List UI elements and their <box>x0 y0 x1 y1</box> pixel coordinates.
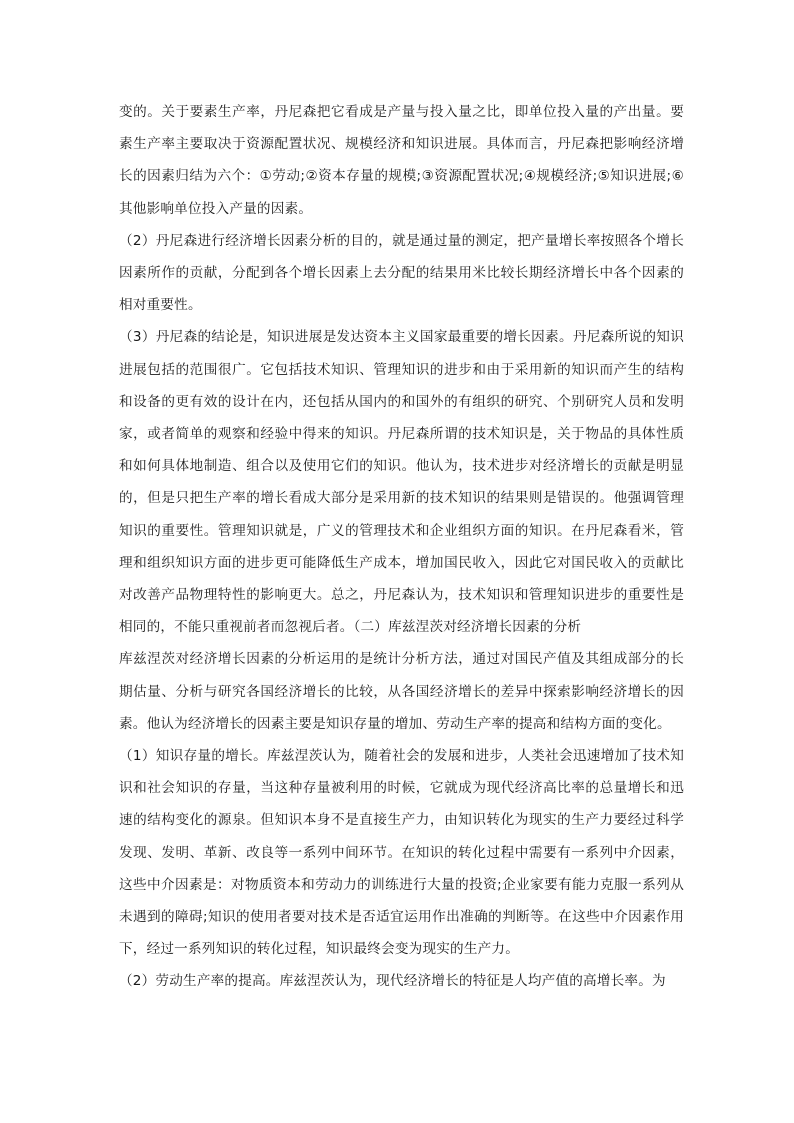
paragraph-3: （3）丹尼森的结论是，知识进展是发达资本主义国家最重要的增长因素。丹尼森所说的知识进展包括的范围很广。它包括技术知识、管理知识的进步和由于采用新的知识而产生的结构和设备的更有效的设计在内，还包括从国内的和国外的有组织的研究、个别研究人员和发明家，或者简单的观察和经验中得来的知识。丹尼森所谓的技术知识是，关于物品的具体性质和如何具体地制造、组合以及使用它们的知识。他认为，技术进步对经济增长的贡献是明显的，但是只把生产率的增长看成大部分是采用新的技术知识的结果则是错误的。他强调管理知识的重要性。管理知识就是，广义的管理技术和企业组织方面的知识。在丹尼森看米，管理和组织知识方面的进步更可能降低生产成本，增加国民收入，因此它对国民收入的贡献比对改善产品物理特性的影响更大。总之，丹尼森认为，技术知识和管理知识进步的重要性是相同的，不能只重视前者而忽视后者。（二）库兹涅茨对经济增长因素的分析 <box>119 329 684 636</box>
paragraph-4: 库兹涅茨对经济增长因素的分析运用的是统计分析方法，通过对国民产值及其组成部分的长期估量、分析与研究各国经济增长的比较，从各国经济增长的差异中探索影响经济增长的因素。他认为经济增长的因素主要是知识存量的增加、劳动生产率的提高和结构方面的变化。 <box>119 651 684 732</box>
paragraph-2: （2）丹尼森进行经济增长因素分析的目的，就是通过量的测定，把产量增长率按照各个增长因素所作的贡献，分配到各个增长因素上去分配的结果用米比较长期经济增长中各个因素的相对重要性。 <box>119 232 684 314</box>
paragraph-1: 变的。关于要素生产率，丹尼森把它看成是产量与投入量之比，即单位投入量的产出量。要素生产率主要取决于资源配置状况、规模经济和知识进展。具体而言，丹尼森把影响经济增长的因素归结为六个：①劳动;②资本存量的规模;③资源配置状况;④规模经济;⑤知识进展;⑥其他影响单位投入产量的因素。 <box>119 104 684 217</box>
paragraph-6: （2）劳动生产率的提高。库兹涅茨认为，现代经济增长的特征是人均产值的高增长率。为 <box>119 973 666 990</box>
paragraph-5: （1）知识存量的增长。库兹涅茨认为，随着社会的发展和进步，人类社会迅速增加了技术知识和社会知识的存量，当这种存量被利用的时候，它就成为现代经济高比率的总量增长和迅速的结构变化的源泉。但知识本身不是直接生产力，由知识转化为现实的生产力要经过科学发现、发明、革新、改良等一系列中间环节。在知识的转化过程中需要有一系列中介因素，这些中介因素是：对物质资本和劳动力的训练进行大量的投资;企业家要有能力克服一系列从未遇到的障碍;知识的使用者要对技术是否适宜运用作出准确的判断等。在这些中介因素作用下，经过一系列知识的转化过程，知识最终会变为现实的生产力。 <box>119 748 684 958</box>
document-page <box>119 96 684 998</box>
